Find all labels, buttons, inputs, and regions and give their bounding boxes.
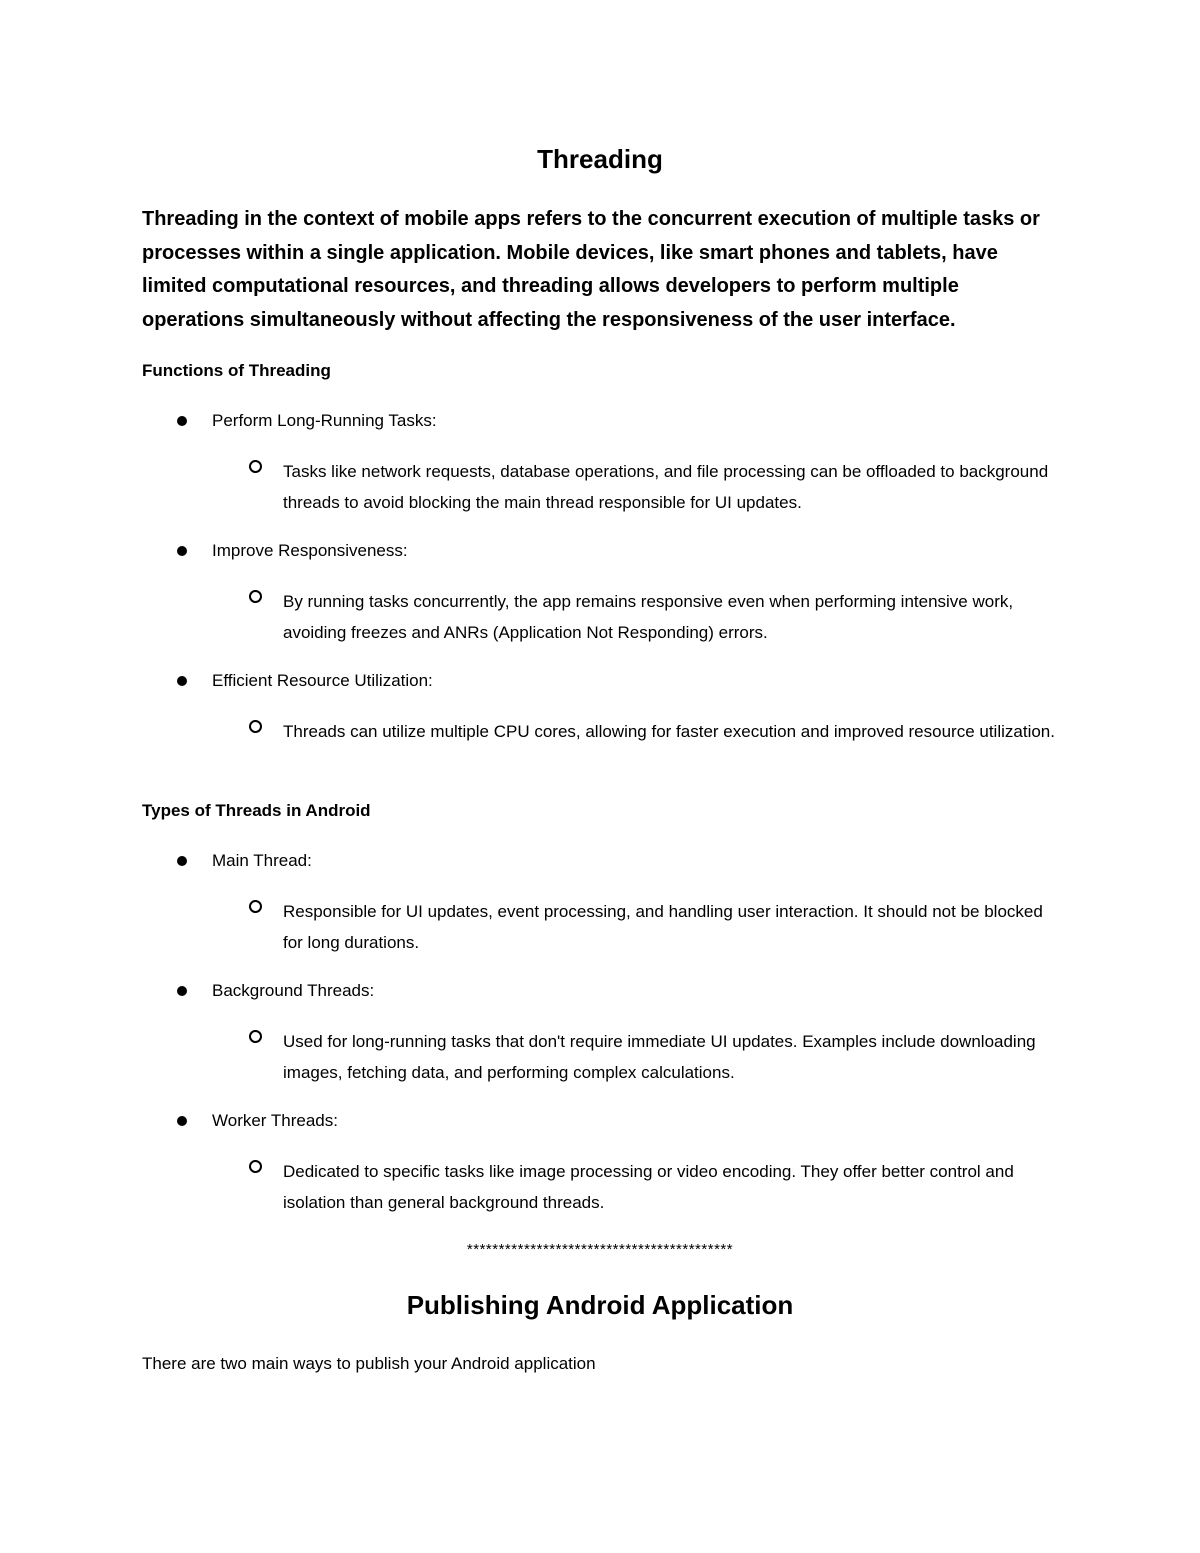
hollow-bullet-icon bbox=[249, 460, 262, 473]
list-item-label: Efficient Resource Utilization: bbox=[212, 671, 433, 690]
hollow-bullet-icon bbox=[249, 1030, 262, 1043]
hollow-bullet-icon bbox=[249, 900, 262, 913]
sub-list-item-text: Tasks like network requests, database operations, and file processing can be offloaded to background threads to avoid blocking the main thread responsible for UI updates. bbox=[283, 462, 1049, 512]
bullet-icon bbox=[177, 416, 187, 426]
list-item-label: Perform Long-Running Tasks: bbox=[212, 411, 437, 430]
list-item bbox=[142, 410, 1062, 434]
hollow-bullet-icon bbox=[249, 590, 262, 603]
list-item bbox=[142, 980, 1062, 1004]
sub-list-item-text: Dedicated to specific tasks like image processing or video encoding. They offer better control and isolation than general background threads. bbox=[283, 1162, 1014, 1212]
list-item-label: Worker Threads: bbox=[212, 1111, 338, 1130]
list-item bbox=[142, 1110, 1062, 1134]
separator-line: ****************************************** bbox=[466, 1241, 734, 1258]
bullet-icon bbox=[177, 546, 187, 556]
hollow-bullet-icon bbox=[249, 720, 262, 733]
list-item-label: Background Threads: bbox=[212, 981, 375, 1000]
sub-list-item-text: By running tasks concurrently, the app remains responsive even when performing intensive work, avoiding freezes and ANRs (Application Not Responding) errors. bbox=[283, 592, 1014, 642]
list-item bbox=[142, 670, 1062, 694]
sub-list-item-text: Responsible for UI updates, event processing, and handling user interaction. It should not be blocked for long durations. bbox=[283, 902, 1043, 952]
intro-paragraph: Threading in the context of mobile apps refers to the concurrent execution of multiple tasks or processes within a single application. Mobile devices, like smart phones and tablets, have limited computational resources, and threading allows developers to perform multiple operations simultaneously without affecting the responsiveness of the user interface. bbox=[142, 208, 1040, 331]
functions-heading: Functions of Threading bbox=[142, 361, 331, 380]
types-heading: Types of Threads in Android bbox=[142, 801, 371, 820]
publishing-intro: There are two main ways to publish your Android application bbox=[142, 1354, 596, 1373]
bullet-icon bbox=[177, 856, 187, 866]
list-item bbox=[142, 850, 1062, 874]
sub-list-item-text: Used for long-running tasks that don't require immediate UI updates. Examples include downloading images, fetching data, and performing complex calculations. bbox=[283, 1032, 1036, 1082]
bullet-icon bbox=[177, 986, 187, 996]
page-title: Threading bbox=[537, 144, 663, 174]
bullet-icon bbox=[177, 1116, 187, 1126]
sub-list-item-text: Threads can utilize multiple CPU cores, allowing for faster execution and improved resource utilization. bbox=[283, 722, 1055, 741]
list-item-label: Improve Responsiveness: bbox=[212, 541, 408, 560]
hollow-bullet-icon bbox=[249, 1160, 262, 1173]
list-item-label: Main Thread: bbox=[212, 851, 312, 870]
bullet-icon bbox=[177, 676, 187, 686]
section-title: Publishing Android Application bbox=[406, 1290, 794, 1320]
list-item bbox=[142, 540, 1062, 564]
